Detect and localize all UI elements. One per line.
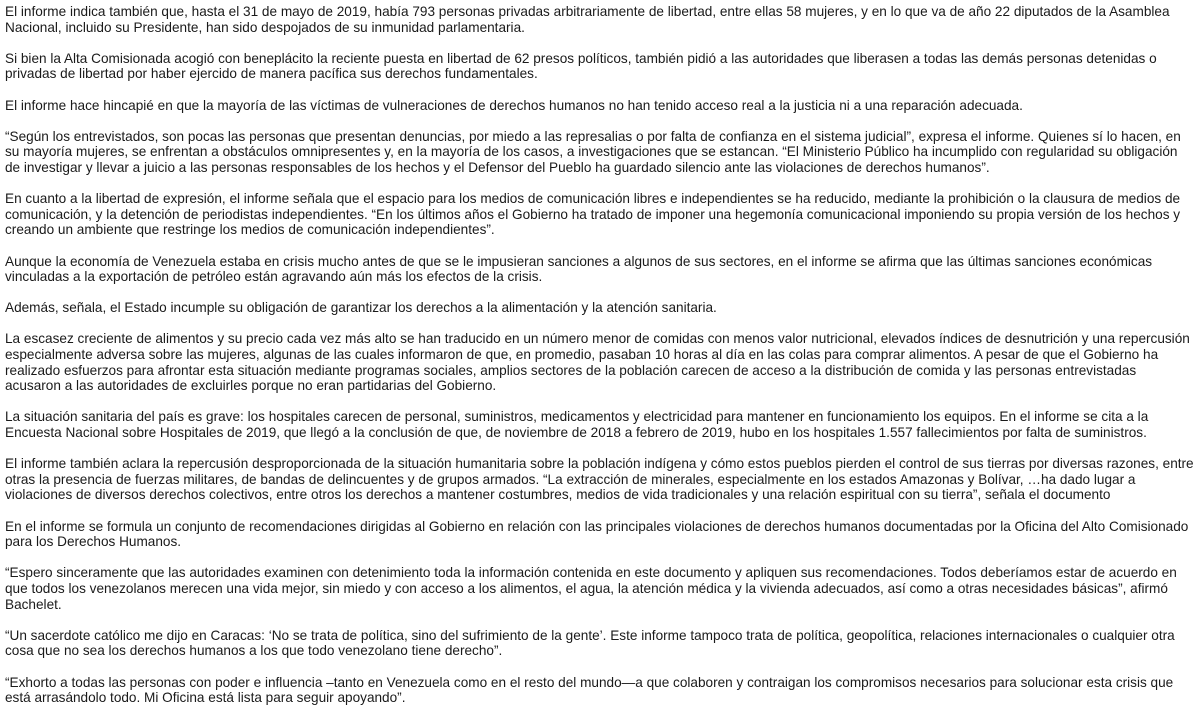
text-line: cosa que no sea los derechos humanos a los que todo venezolano tiene derecho”.: [5, 643, 503, 659]
paragraph-presos-politicos: [5, 51, 1200, 82]
text-line: acusaron a las autoridades de excluirles porque no eran partidarias del Gobierno.: [5, 378, 497, 394]
text-line: La situación sanitaria del país es grave: los hospitales carecen de personal, suministros, medicamentos y electricidad para mantener en funcionamiento los equipos. En el informe se cita a la: [5, 409, 1149, 425]
paragraph-cita-bachelet: [5, 565, 1200, 612]
paragraph-sacerdote: [5, 628, 1200, 659]
text-line: La escasez creciente de alimentos y su precio cada vez más alto se han traducido en un número menor de comidas con menos valor nutricional, elevados índices de desnutrición y una repercusión: [5, 331, 1190, 347]
text-line: “Exhorto a todas las personas con poder e influencia –tanto en Venezuela como en el resto del mundo—a que colaboren y contraigan los compromisos necesarios para solucionar esta crisis que: [5, 674, 1174, 690]
text-line: En el informe se formula un conjunto de recomendaciones dirigidas al Gobierno en relación con las principales violaciones de derechos humanos documentadas por la Oficina del Alto Comisionado: [5, 518, 1189, 534]
text-line: Encuesta Nacional sobre Hospitales de 2019, que llegó a la conclusión de que, de noviembre de 2018 a febrero de 2019, hubo en los hospitales 1.557 fallecimientos por falta de suministros.: [5, 425, 1147, 441]
text-line: Aunque la economía de Venezuela estaba en crisis mucho antes de que se le impusieran sanciones a algunos de sus sectores, en el informe se afirma que las últimas sanciones económicas: [5, 253, 1153, 269]
text-line: especialmente adversa sobre las mujeres, algunas de las cuales informaron de que, en promedio, pasaban 10 horas al día en las colas para comprar alimentos. A pesar de que el Gobierno ha: [5, 347, 1159, 363]
article-body: [5, 4, 1200, 721]
text-line: violaciones de diversos derechos colectivos, entre otros los derechos a mantener costumbres, medios de vida tradicionales y una relación espiritual con su tierra”, señala el documento: [5, 487, 1111, 503]
text-line: para los Derechos Humanos.: [5, 534, 182, 550]
paragraph-libertad-expresion: [5, 191, 1200, 238]
paragraph-recomendaciones: [5, 519, 1200, 550]
text-line: “Un sacerdote católico me dijo en Caracas: ‘No se trata de política, sino del sufrimiento de la gente’. Este informe tampoco trata de política, geopolítica, relaciones internacionales o cualquier otra: [5, 627, 1175, 643]
text-line: El informe hace hincapié en que la mayoría de las víctimas de vulneraciones de derechos humanos no han tenido acceso real a la justicia ni a una reparación adecuada.: [5, 97, 1023, 113]
text-line: otras la presencia de fuerzas militares, de bandas de delincuentes y de grupos armados. “La extracción de minerales, especialmente en los estados Amazonas y Bolívar, …ha dado lugar a: [5, 471, 1136, 487]
paragraph-escasez-alimentos: [5, 331, 1200, 393]
text-line: El informe también aclara la repercusión desproporcionada de la situación humanitaria sobre la población indígena y cómo estos pueblos pierden el control de sus tierras por diversas razones, entre: [5, 456, 1194, 472]
paragraph-situacion-sanitaria: [5, 409, 1200, 440]
text-line: que todos los venezolanos merecen una vida mejor, sin miedo y con acceso a los alimentos, el agua, la atención médica y la vivienda adecuados, así como a otras necesidades básicas”, afirmó: [5, 580, 1168, 596]
text-line: El informe indica también que, hasta el 31 de mayo de 2019, había 793 personas privadas arbitrariamente de libertad, entre ellas 58 mujeres, y en lo que va de año 22 diputados de la Asamblea: [5, 4, 1170, 19]
text-line: Si bien la Alta Comisionada acogió con beneplácito la reciente puesta en libertad de 62 presos políticos, también pidió a las autoridades que liberasen a todas las demás personas detenidas o: [5, 50, 1157, 66]
text-line: de investigar y llevar a juicio a las personas responsables de los hechos y el Defensor del Pueblo ha guardado silencio ante las violaciones de derechos humanos”.: [5, 159, 990, 175]
paragraph-detenidos: [5, 4, 1200, 35]
text-line: creando un ambiente que restringe los medios de comunicación independientes”.: [5, 222, 495, 238]
paragraph-entrevistados: [5, 129, 1200, 176]
text-line: su mayoría mujeres, se enfrentan a obstáculos omnipresentes y, en la mayoría de los casos, a investigaciones que se estancan. “El Ministerio Público ha incumplido con regularidad su obligación: [5, 144, 1178, 160]
paragraph-obligacion-estado: [5, 300, 1200, 316]
text-line: vinculadas a la exportación de petróleo están agravando aún más los efectos de la crisis.: [5, 269, 543, 285]
text-line: Además, señala, el Estado incumple su obligación de garantizar los derechos a la alimentación y la atención sanitaria.: [5, 300, 717, 316]
text-line: “Espero sinceramente que las autoridades examinen con detenimiento toda la información contenida en este documento y apliquen sus recomendaciones. Todos deberíamos estar de acuerdo en: [5, 565, 1177, 581]
paragraph-poblacion-indigena: [5, 456, 1200, 503]
paragraph-exhorto: [5, 675, 1200, 706]
text-line: privadas de libertad por haber ejercido de manera pacífica sus derechos fundamentales.: [5, 66, 538, 82]
text-line: En cuanto a la libertad de expresión, el informe señala que el espacio para los medios de comunicación libres e independientes se ha reducido, mediante la prohibición o la clausura de medios de: [5, 191, 1181, 207]
text-line: está arrasándolo todo. Mi Oficina está lista para seguir apoyando”.: [5, 690, 406, 706]
paragraph-economia: [5, 254, 1200, 285]
text-line: realizado esfuerzos para afrontar esta situación mediante programas sociales, amplios sectores de la población carecen de acceso a la distribución de comida y las personas entrevistadas: [5, 362, 1137, 378]
text-line: comunicación, y la detención de periodistas independientes. “En los últimos años el Gobierno ha tratado de imponer una hegemonía comunicacional imponiendo su propia versión de los hechos y: [5, 206, 1181, 222]
paragraph-acceso-justicia: [5, 98, 1200, 114]
text-line: Bachelet.: [5, 596, 62, 612]
text-line: “Según los entrevistados, son pocas las personas que presentan denuncias, por miedo a las represalias o por falta de confianza en el sistema judicial”, expresa el informe. Quienes sí lo hacen, en: [5, 128, 1181, 144]
text-line: Nacional, incluido su Presidente, han sido despojados de su inmunidad parlamentaria.: [5, 19, 525, 35]
